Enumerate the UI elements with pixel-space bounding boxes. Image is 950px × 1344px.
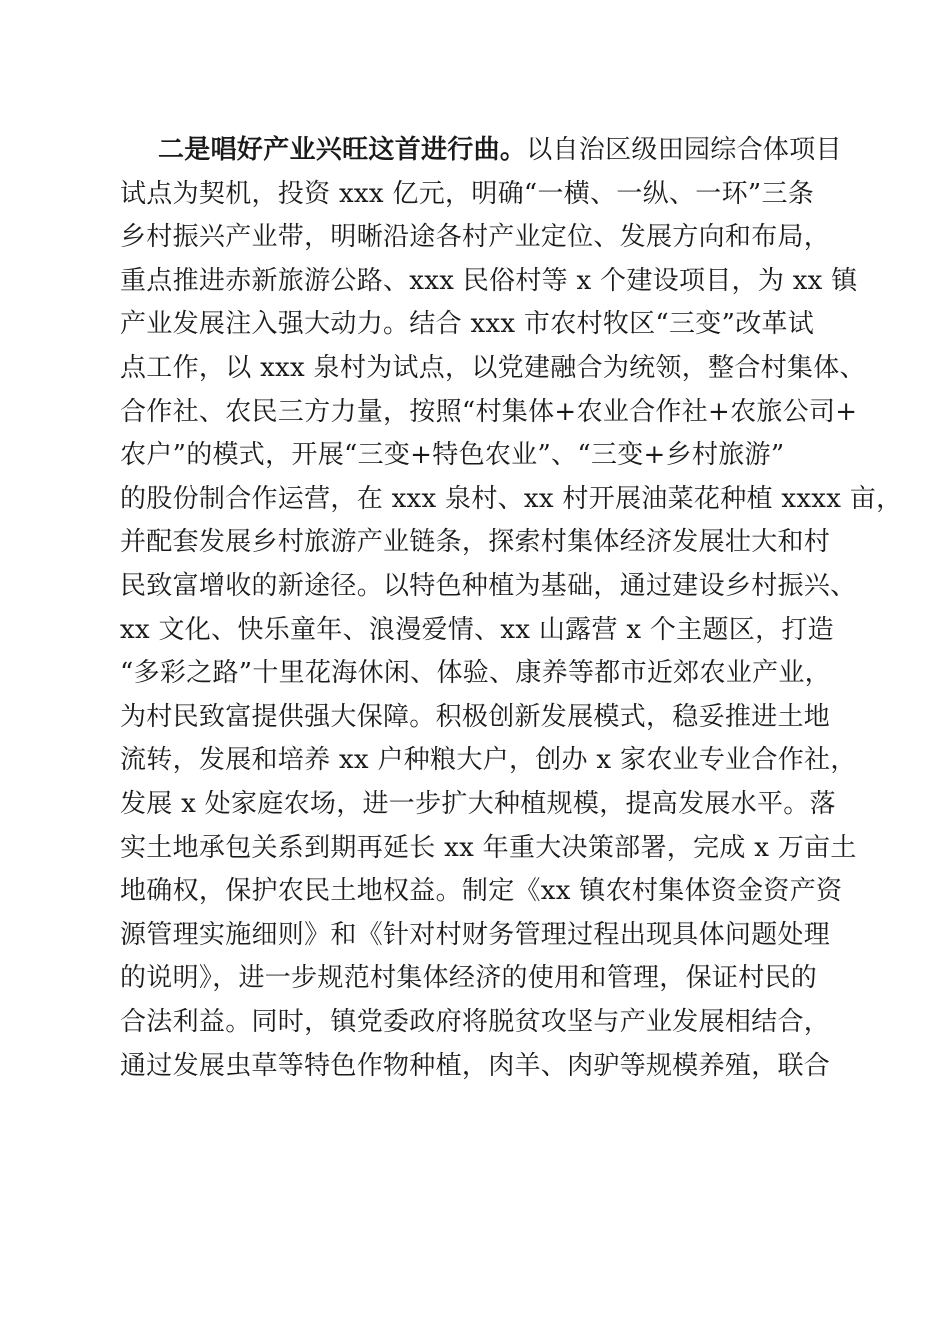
paragraph-line: 合作社、农民三方力量，按照“村集体+农业合作社+农旅公司+ (120, 396, 858, 427)
paragraph-line: 实土地承包关系到期再延长 xx 年重大决策部署，完成 x 万亩土 (120, 832, 857, 863)
paragraph-line: 重点推进赤新旅游公路、xxx 民俗村等 x 个建设项目，为 xx 镇 (120, 265, 858, 296)
paragraph-line: 的股份制合作运营，在 xxx 泉村、xx 村开展油菜花种植 xxxx 亩， (120, 483, 903, 514)
paragraph-lead: 二是唱好产业兴旺这首进行曲。 (158, 135, 527, 165)
paragraph-line: “多彩之路”十里花海休闲、体验、康养等都市近郊农业产业， (120, 658, 831, 689)
paragraph-line: 地确权，保护农民土地权益。制定《xx 镇农村集体资金资产资 (120, 876, 843, 907)
paragraph-line: 民致富增收的新途径。以特色种植为基础，通过建设乡村振兴、 (120, 571, 857, 601)
paragraph-line (158, 135, 840, 165)
paragraph-line: 试点为契机，投资 xxx 亿元，明确“一横、一纵、一环”三条 (120, 178, 815, 209)
paragraph-line: 乡村振兴产业带，明晰沿途各村产业定位、发展方向和布局， (120, 222, 831, 253)
paragraph-line: xx 文化、快乐童年、浪漫爱情、xx 山露营 x 个主题区，打造 (120, 614, 834, 645)
paragraph-line: 为村民致富提供强大保障。积极创新发展模式，稳妥推进土地 (120, 701, 831, 732)
paragraph-line: 流转，发展和培养 xx 户种粮大户，创办 x 家农业专业合作社， (120, 745, 857, 776)
paragraph-line: 合法利益。同时，镇党委政府将脱贫攻坚与产业发展相结合， (120, 1007, 831, 1037)
paragraph-line: 农户”的模式，开展“三变+特色农业”、“三变+乡村旅游” (120, 440, 785, 471)
paragraph-line: 源管理实施细则》和《针对村财务管理过程出现具体问题处理 (120, 919, 831, 950)
paragraph-line: 通过发展虫草等特色作物种植，肉羊、肉驴等规模养殖，联合 (120, 1050, 831, 1081)
paragraph-line: 点工作，以 xxx 泉村为试点，以党建融合为统领，整合村集体、 (120, 353, 866, 383)
paragraph-line-text: 以自治区级田园综合体项目 (526, 135, 842, 165)
paragraph-line: 的说明》，进一步规范村集体经济的使用和管理，保证村民的 (120, 963, 818, 994)
paragraph-line: 发展 x 处家庭农场，进一步扩大种植规模，提高发展水平。落 (120, 789, 836, 819)
paragraph-line: 并配套发展乡村旅游产业链条，探索村集体经济发展壮大和村 (120, 527, 831, 558)
paragraph-line: 产业发展注入强大动力。结合 xxx 市农村牧区“三变”改革试 (120, 309, 815, 340)
